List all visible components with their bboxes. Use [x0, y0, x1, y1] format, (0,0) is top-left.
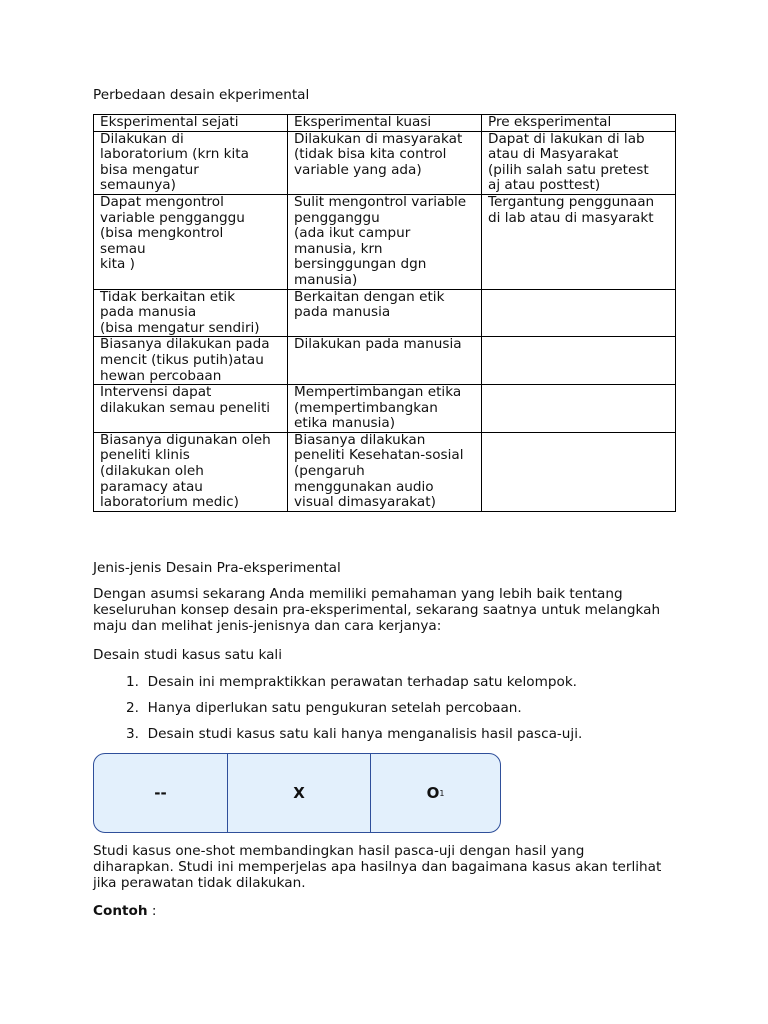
table-header-cell: Pre eksperimental — [482, 115, 676, 132]
example-heading — [93, 902, 156, 920]
design-diagram — [93, 753, 501, 833]
table-cell: Dapat mengontrol variable pengganggu (bisa mengkontrol semau kita ) — [94, 194, 288, 289]
list-item — [93, 699, 582, 725]
comparison-table — [93, 114, 676, 512]
steps-list — [93, 673, 582, 751]
list-item — [93, 673, 582, 699]
table-cell: Mempertimbangan etika (mempertimbangkan etika manusia) — [288, 385, 482, 433]
table-header-cell: Eksperimental sejati — [94, 115, 288, 132]
intro-paragraph: Dengan asumsi sekarang Anda memiliki pemahaman yang lebih baik tentang keseluruhan konsep desain pra-eksperimental, sekarang saatnya untuk melangkah maju dan melihat jenis-jenisnya dan cara kerjanya: — [93, 586, 661, 634]
table-cell: Berkaitan dengan etik pada manusia — [288, 289, 482, 337]
example-suffix: : — [147, 903, 157, 919]
diagram-cell-posttest — [371, 754, 500, 832]
table-cell — [482, 337, 676, 385]
section-title: Jenis-jenis Desain Pra-eksperimental — [93, 560, 341, 576]
table-cell — [482, 385, 676, 433]
table-cell: Biasanya dilakukan pada mencit (tikus putih)atau hewan percobaan — [94, 337, 288, 385]
list-text: Desain studi kasus satu kali hanya menganalisis hasil pasca-uji. — [147, 726, 583, 742]
table-cell: Sulit mengontrol variable pengganggu (ada ikut campur manusia, krn bersinggungan dgn manusia) — [288, 194, 482, 289]
table-row — [94, 432, 676, 511]
table-row — [94, 131, 676, 194]
table-row — [94, 337, 676, 385]
table-row — [94, 385, 676, 433]
table-cell: Intervensi dapat dilakukan semau peneliti — [94, 385, 288, 433]
table-cell: Biasanya dilakukan peneliti Kesehatan-sosial (pengaruh menggunakan audio visual dimasyarakat) — [288, 432, 482, 511]
list-item — [93, 725, 582, 751]
table-cell: Dilakukan di laboratorium (krn kita bisa mengatur semaunya) — [94, 131, 288, 194]
diagram-cell-treatment: X — [228, 754, 371, 832]
table-cell: Biasanya digunakan oleh peneliti klinis (dilakukan oleh paramacy atau laboratorium medic) — [94, 432, 288, 511]
table-header-row — [94, 115, 676, 132]
table-cell — [482, 432, 676, 511]
subheading: Desain studi kasus satu kali — [93, 647, 282, 663]
diagram-observation-subscript: 1 — [439, 788, 445, 798]
table-cell: Tergantung penggunaan di lab atau di masyarakt — [482, 194, 676, 289]
table-cell — [482, 289, 676, 337]
list-text: Hanya diperlukan satu pengukuran setelah percobaan. — [147, 700, 522, 716]
table-cell: Dilakukan pada manusia — [288, 337, 482, 385]
diagram-observation: O — [426, 784, 440, 802]
table-cell: Dilakukan di masyarakat (tidak bisa kita control variable yang ada) — [288, 131, 482, 194]
list-number: 3. — [126, 726, 139, 742]
list-number: 1. — [126, 674, 139, 690]
closing-paragraph: Studi kasus one-shot membandingkan hasil pasca-uji dengan hasil yang diharapkan. Studi ini memperjelas apa hasilnya dan bagaimana kasus akan terlihat jika perawatan tidak dilakukan. — [93, 843, 662, 891]
diagram-cell-pretest: -- — [94, 754, 228, 832]
list-number: 2. — [126, 700, 139, 716]
table-row — [94, 289, 676, 337]
document-title: Perbedaan desain ekperimental — [93, 87, 310, 103]
table-header-cell: Eksperimental kuasi — [288, 115, 482, 132]
table-cell: Dapat di lakukan di lab atau di Masyarakat (pilih salah satu pretest aj atau posttest) — [482, 131, 676, 194]
list-text: Desain ini mempraktikkan perawatan terhadap satu kelompok. — [147, 674, 578, 690]
example-label: Contoh — [93, 903, 148, 919]
table-cell: Tidak berkaitan etik pada manusia (bisa mengatur sendiri) — [94, 289, 288, 337]
table-row — [94, 194, 676, 289]
